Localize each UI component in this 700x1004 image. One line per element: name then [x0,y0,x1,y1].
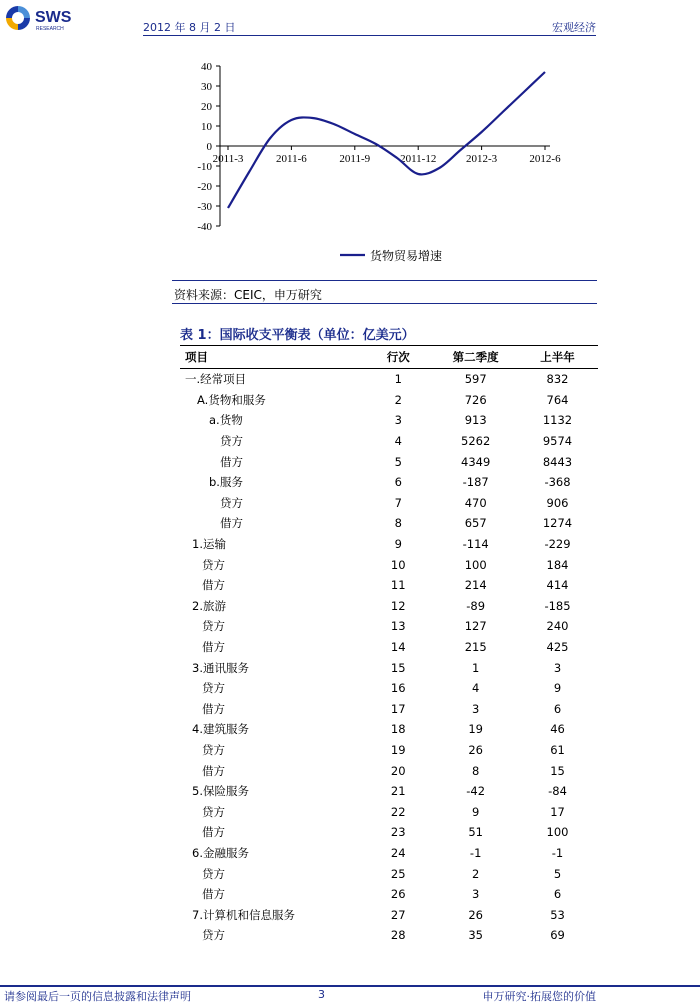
legend-label: 货物贸易增速 [370,249,443,263]
row-line-no: 17 [390,701,406,716]
row-h1-value: -185 [544,598,571,613]
row-h1-value: -84 [548,784,567,799]
row-q2-value: 100 [464,557,487,572]
row-q2-value: 470 [464,495,487,510]
row-line-no: 28 [390,928,406,943]
row-line-no: 26 [390,887,406,902]
row-q2-value: 5262 [461,434,491,449]
table-row [180,616,598,637]
row-q2-value: 1 [472,660,480,675]
row-h1-value: 764 [546,392,569,407]
report-date: 2012 年 8 月 2 日 [143,21,236,34]
report-topic: 宏观经济 [552,21,596,34]
row-line-no: 13 [390,619,406,634]
row-line-no: 2 [394,392,402,407]
row-h1-value: 1274 [542,516,573,531]
table-row [180,369,598,390]
table-row [180,699,598,720]
row-label: 借方 [202,825,225,840]
row-label: 贷方 [220,434,243,449]
y-tick-label: 10 [201,121,212,133]
header-h1: 上半年 [517,346,598,369]
footer-divider [0,985,700,987]
row-q2-value: 26 [468,907,483,922]
row-label: 借方 [202,578,225,593]
row-line-no: 3 [394,413,402,428]
row-line-no: 25 [390,866,406,881]
y-tick-label: -40 [197,221,212,233]
table-row [180,431,598,452]
row-line-no: 7 [394,495,402,510]
row-line-no: 15 [390,660,406,675]
x-tick-label: 2012-6 [529,153,561,165]
table-row [180,637,598,658]
table-row [180,451,598,472]
goods-trade-growth-chart [170,55,570,270]
row-q2-value: 597 [464,372,487,387]
row-label: 贷方 [220,495,243,510]
row-q2-value: 35 [468,928,483,943]
row-h1-value: 15 [550,763,565,778]
row-label: 贷方 [202,804,225,819]
row-h1-value: -368 [544,475,571,490]
row-h1-value: 53 [550,907,565,922]
y-tick-label: 40 [201,61,212,73]
row-h1-value: 6 [553,701,562,716]
row-label: 借方 [220,454,243,469]
row-line-no: 4 [394,434,402,449]
row-h1-value: 906 [546,495,569,510]
table-row [180,575,598,596]
row-label: a.货物 [209,413,243,428]
sws-logo [2,2,92,34]
y-tick-label: -20 [197,181,212,193]
table-row [180,513,598,534]
row-label: 贷方 [202,866,225,881]
row-h1-value: 69 [550,928,565,943]
row-line-no: 9 [394,537,402,552]
row-h1-value: 184 [546,557,569,572]
table-row [180,863,598,884]
row-q2-value: 2 [472,866,480,881]
table-row [180,719,598,740]
row-line-no: 27 [390,907,406,922]
page-header [0,0,700,36]
x-tick-label: 2012-3 [466,153,498,165]
row-label: b.服务 [209,475,243,490]
sws-logo-icon [6,6,30,30]
row-h1-value: 3 [553,660,562,675]
table-title: 表 1：国际收支平衡表（单位：亿美元） [180,328,415,343]
header-line-no: 行次 [362,346,434,369]
row-q2-value: 4 [472,681,480,696]
row-q2-value: -114 [462,537,489,552]
row-label: 贷方 [202,557,225,572]
table-row [180,410,598,431]
x-axis [213,146,561,165]
table-row [180,884,598,905]
row-line-no: 19 [390,742,406,757]
row-h1-value: 1132 [542,413,573,428]
table-row [180,801,598,822]
row-h1-value: 5 [553,866,562,881]
row-label: 6.金融服务 [192,845,249,860]
row-line-no: 16 [390,681,406,696]
row-q2-value: 26 [468,742,483,757]
footer-disclaimer: 请参阅最后一页的信息披露和法律声明 [4,990,191,1003]
table-row [180,781,598,802]
row-label: 贷方 [202,928,225,943]
row-h1-value: 425 [546,640,569,655]
row-q2-value: 9 [472,804,480,819]
table-row [180,472,598,493]
row-label: 借方 [202,701,225,716]
row-h1-value: 61 [550,742,565,757]
row-h1-value: 832 [546,372,569,387]
row-line-no: 20 [390,763,406,778]
row-h1-value: 9 [553,681,562,696]
row-h1-value: 8443 [542,454,573,469]
header-divider [143,35,596,36]
source-divider-bottom [172,303,597,304]
row-line-no: 14 [390,640,406,655]
row-line-no: 8 [394,516,402,531]
row-q2-value: -1 [469,845,482,860]
table-row [180,493,598,514]
row-label: 贷方 [202,742,225,757]
x-tick-label: 2011-3 [212,153,244,165]
header-q2: 第二季度 [434,346,517,369]
row-h1-value: 100 [546,825,569,840]
y-tick-label: 20 [201,101,212,113]
row-q2-value: 3 [472,887,480,902]
row-q2-value: 8 [472,763,480,778]
row-label: 贷方 [202,619,225,634]
balance-of-payments-table [180,345,598,946]
series-line-goods-trade [228,72,545,208]
y-tick-label: 0 [206,141,212,153]
row-label: 一.经常项目 [185,372,247,387]
row-h1-value: 414 [546,578,569,593]
legend [340,248,442,263]
row-line-no: 18 [390,722,406,737]
row-label: 2.旅游 [192,598,226,613]
row-q2-value: 127 [464,619,487,634]
row-line-no: 23 [390,825,406,840]
row-line-no: 6 [394,475,402,490]
table-row [180,534,598,555]
table-row [180,678,598,699]
chart-source: 资料来源：CEIC，申万研究 [174,288,322,302]
row-h1-value: 17 [550,804,565,819]
table-row [180,760,598,781]
source-divider-top [172,280,597,281]
row-label: 5.保险服务 [192,784,249,799]
footer-slogan: 申万研究·拓展您的价值 [482,990,596,1003]
row-label: 借方 [202,640,225,655]
header-item: 项目 [180,346,362,369]
row-label: 借方 [220,516,243,531]
page-number: 3 [318,988,325,1001]
row-label: 借方 [202,763,225,778]
row-q2-value: 3 [472,701,480,716]
row-q2-value: 4349 [461,454,491,469]
row-label: 1.运输 [192,537,226,552]
y-tick-label: -10 [197,161,212,173]
row-line-no: 5 [394,454,402,469]
table-row [180,390,598,411]
row-q2-value: 19 [468,722,483,737]
row-label: 4.建筑服务 [192,722,249,737]
row-h1-value: 6 [553,887,562,902]
row-h1-value: 46 [550,722,565,737]
row-q2-value: 215 [464,640,487,655]
x-tick-label: 2011-6 [276,153,307,165]
row-line-no: 10 [390,557,406,572]
row-q2-value: 214 [464,578,487,593]
table-row [180,904,598,925]
table-row [180,925,598,946]
row-h1-value: -229 [544,537,571,552]
row-label: A.货物和服务 [197,392,266,407]
svg-text:SWS: SWS [35,9,72,26]
table-row [180,740,598,761]
row-label: 3.通讯服务 [192,660,249,675]
x-tick-label: 2011-12 [400,153,437,165]
row-q2-value: 726 [464,392,487,407]
row-h1-value: -1 [551,845,564,860]
row-line-no: 12 [390,598,406,613]
y-tick-label: 30 [201,81,212,93]
row-q2-value: -42 [466,784,486,799]
row-h1-value: 9574 [542,434,573,449]
row-q2-value: 51 [468,825,483,840]
table-row [180,554,598,575]
row-line-no: 21 [390,784,406,799]
table-row [180,596,598,617]
svg-text:RESEARCH: RESEARCH [36,26,64,32]
row-q2-value: -187 [462,475,489,490]
row-line-no: 22 [390,804,406,819]
row-line-no: 24 [390,845,406,860]
row-q2-value: 913 [464,413,487,428]
row-label: 贷方 [202,681,225,696]
table-row [180,843,598,864]
row-q2-value: 657 [464,516,487,531]
table-row [180,657,598,678]
row-label: 7.计算机和信息服务 [192,907,295,922]
table-row [180,822,598,843]
table-header-row [180,346,598,369]
y-axis [197,61,220,233]
row-label: 借方 [202,887,225,902]
row-q2-value: -89 [466,598,486,613]
row-h1-value: 240 [546,619,569,634]
x-tick-label: 2011-9 [339,153,371,165]
y-tick-label: -30 [197,201,212,213]
row-line-no: 11 [390,578,406,593]
row-line-no: 1 [394,372,402,387]
